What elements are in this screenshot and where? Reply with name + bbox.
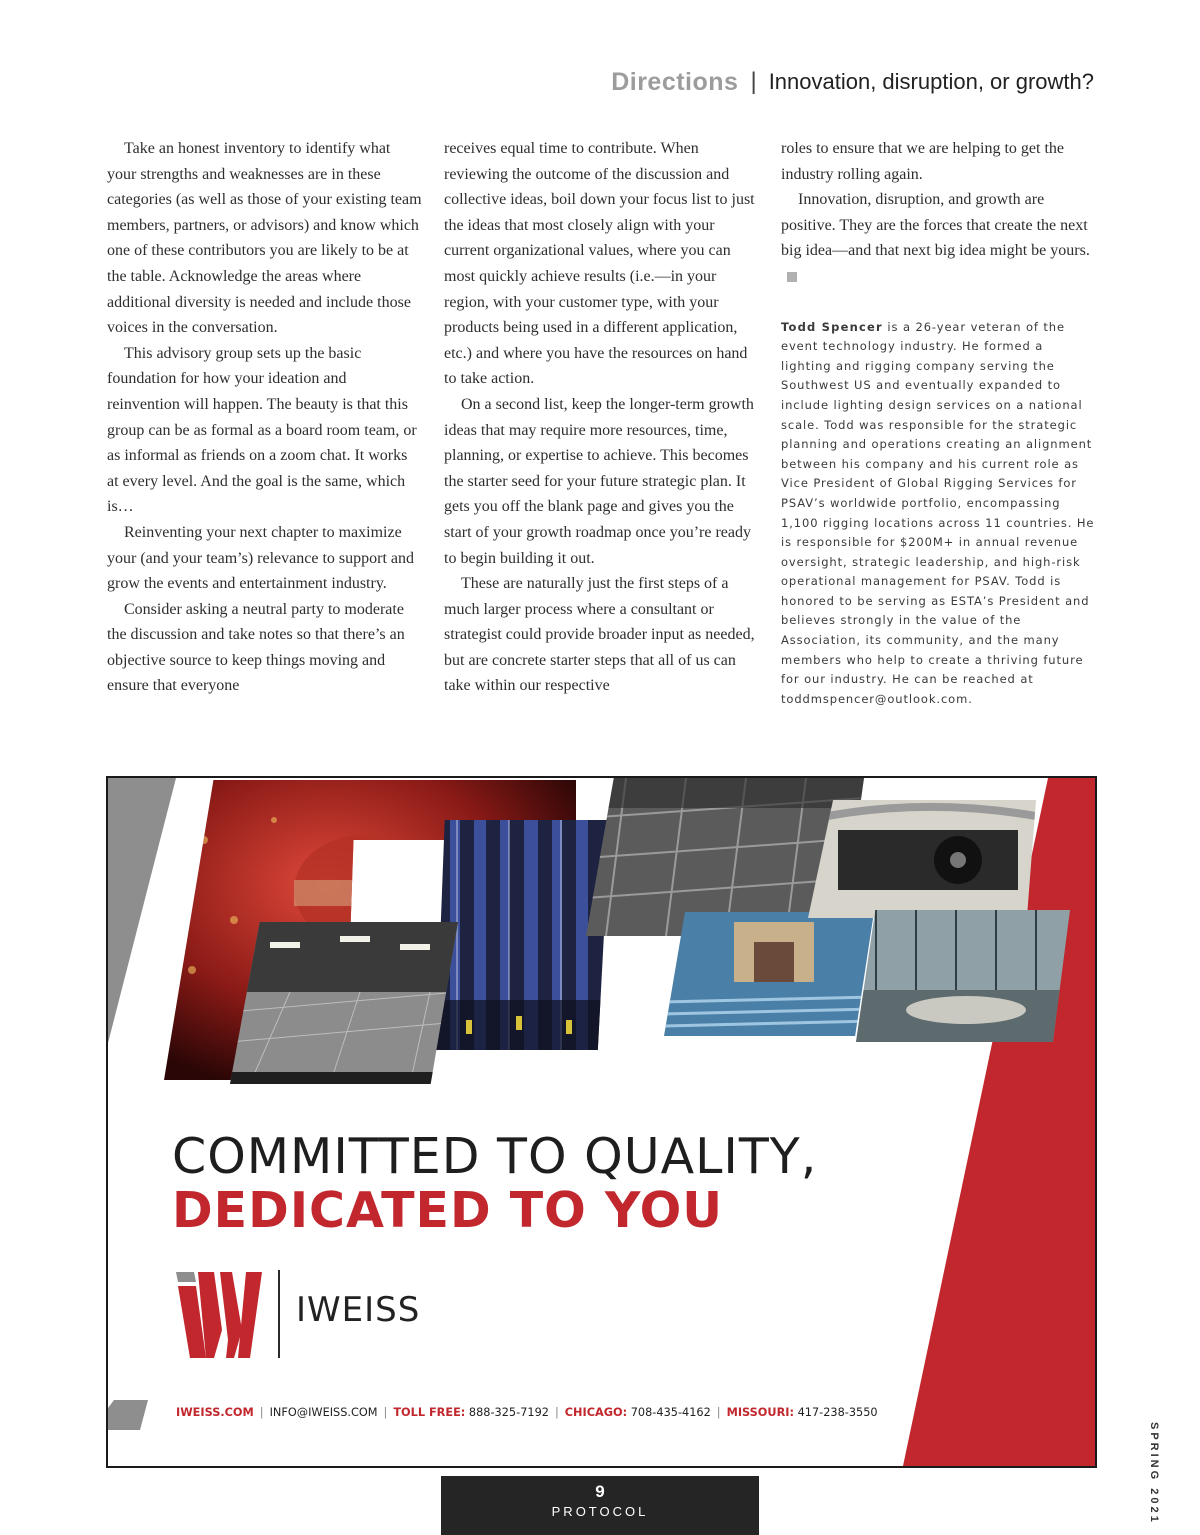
ad-headline-line-2: DEDICATED TO YOU: [172, 1182, 724, 1239]
rigging-lines-photo: [436, 820, 610, 1050]
website-link[interactable]: IWEISS.COM: [176, 1406, 254, 1419]
paragraph: Consider asking a neutral party to moderate the discussion and take notes so that there’s an objective source to keep things moving and ensure that everyone: [107, 600, 405, 695]
issue-label: SPRING 2021: [1148, 1422, 1160, 1525]
paragraph: Take an honest inventory to identify what your strengths and weaknesses are in these categories (as well as those of your existing team members, partners, or advisors) and know which one of these contributors you are likely to be at the table. Acknowledge the areas where additional diversity is needed and include those voices in the conversation.: [107, 140, 422, 337]
article-column-2: [444, 136, 756, 699]
page-footer: [441, 1476, 759, 1535]
paragraph: roles to ensure that we are helping to get the industry rolling again.: [781, 140, 1065, 183]
ceiling-lights-photo: [230, 922, 458, 1084]
paragraph: This advisory group sets up the basic foundation for how your ideation and reinvention will happen. The beauty is that this group can be as formal as a board room team, or as informal as friends on a zoom chat. It works at every level. And the goal is the same, which is…: [107, 344, 417, 516]
paragraph: receives equal time to contribute. When reviewing the outcome of the discussion and collective ideas, boil down your focus list to just the ideas that most closely align with your current organizational values, where you can most quickly achieve results (i.e.—in your region, with your customer type, with your products being used in a different application, etc.) and where you have the resources on hand to take action.: [444, 140, 755, 388]
publication-name: PROTOCOL: [551, 1504, 649, 1519]
iweiss-logo-icon: [176, 1270, 266, 1360]
email-link[interactable]: INFO@IWEISS.COM: [269, 1406, 378, 1419]
paragraph: [781, 187, 1096, 289]
missouri-number: 417-238-3550: [797, 1406, 878, 1419]
running-header: [611, 64, 1094, 100]
machinery-photo: [808, 800, 1036, 918]
article-topic: Innovation, disruption, or growth?: [768, 69, 1094, 94]
chicago-label: CHICAGO:: [564, 1406, 628, 1419]
paragraph: These are naturally just the first steps of a much larger process where a consultant or strategist could provide broader input as needed, but are concrete starter steps that all of us can take within our respective: [444, 575, 755, 695]
author-bio-text: is a 26-year veteran of the event technology industry. He formed a lighting and rigging company serving the Southwest US and eventually expanded to include lighting design services on a national scale. Todd was responsible for the strategic planning and operations creating an alignment between his company and his current role as Vice President of Global Rigging Services for PSAV’s worldwide portfolio, encompassing 1,100 rigging locations across 11 countries. He is responsible for $200M+ in annual revenue oversight, strategic leadership, and high-risk operational management for PSAV. Todd is honored to be serving as ESTA’s President and believes strongly in the value of the Association, its community, and the many members who help to create a thriving future for our industry. He can be reached at toddmspencer@outlook.com.: [781, 319, 1095, 706]
author-bio: [781, 318, 1096, 710]
header-separator: |: [750, 68, 757, 95]
ad-contact-line: IWEISS.COM | INFO@IWEISS.COM | TOLL FREE: 888-325-7192 | CHICAGO: 708-435-4162 | MISSOURI: 417-238-3550: [176, 1406, 878, 1419]
section-name: Directions: [611, 67, 739, 96]
atrium-rigging-photo: [856, 910, 1070, 1042]
missouri-label: MISSOURI:: [726, 1406, 794, 1419]
author-name: Todd Spencer: [781, 319, 883, 334]
end-mark-icon: [787, 272, 797, 282]
article-column-1: [107, 136, 422, 699]
paragraph: Reinventing your next chapter to maximize your (and your team’s) relevance to support and grow the events and entertainment industry.: [107, 523, 415, 593]
iweiss-advertisement: [106, 776, 1097, 1468]
logo-divider: [278, 1270, 280, 1358]
page-number: 9: [595, 1482, 605, 1501]
chicago-number: 708-435-4162: [630, 1406, 711, 1419]
auditorium-photo: [664, 912, 874, 1036]
ad-headline-line-1: COMMITTED TO QUALITY,: [172, 1128, 818, 1185]
brand-name: IWEISS: [296, 1290, 421, 1330]
article-column-3: [781, 136, 1096, 709]
tollfree-label: TOLL FREE:: [393, 1406, 466, 1419]
closing-paragraph-text: Innovation, disruption, and growth are positive. They are the forces that create the next big idea—and that next big idea might be yours.: [781, 191, 1090, 260]
tollfree-number: 888-325-7192: [468, 1406, 549, 1419]
paragraph: On a second list, keep the longer-term growth ideas that may require more resources, time, planning, or expertise to achieve. This becomes the starter seed for your future strategic plan. It gets you off the blank page and gives you the start of your growth roadmap once you’re ready to begin building it out.: [444, 395, 754, 567]
